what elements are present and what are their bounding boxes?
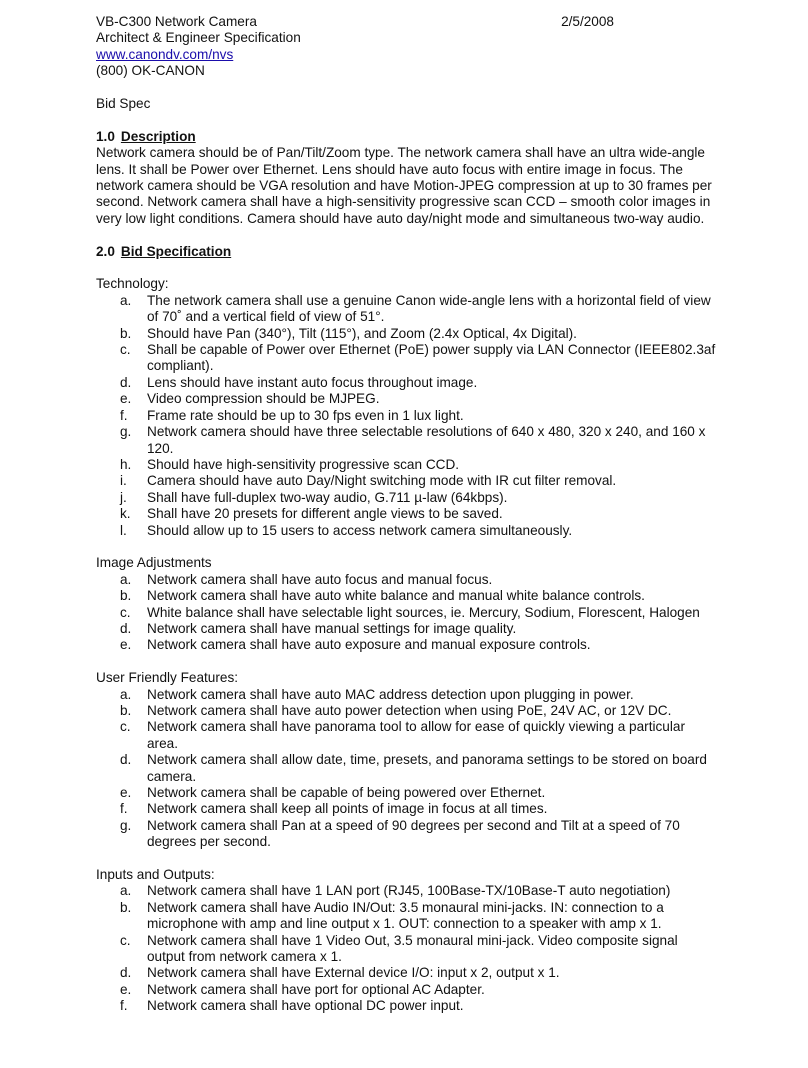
item-letter: g. — [120, 817, 132, 833]
list-item — [96, 933, 716, 966]
item-letter: j. — [120, 489, 127, 505]
section-number: 2.0 — [96, 243, 115, 259]
item-text: Network camera shall keep all points of image in focus at all times. — [147, 801, 548, 817]
item-text: Network camera shall have panorama tool to allow for ease of quickly viewing a particular area. — [147, 719, 685, 751]
list-item — [96, 998, 716, 1014]
item-letter: i. — [120, 473, 127, 489]
list-item — [96, 801, 716, 817]
group-label: Technology: — [96, 276, 169, 292]
list-item — [96, 703, 716, 719]
item-text: Should allow up to 15 users to access network camera simultaneously. — [147, 522, 573, 538]
item-letter: f. — [120, 801, 128, 817]
item-letter: c. — [120, 719, 131, 735]
section-heading-description — [96, 129, 716, 145]
item-text: Network camera shall have auto exposure and manual exposure controls. — [147, 637, 591, 653]
list-item — [96, 572, 716, 588]
item-text: Network camera shall have 1 LAN port (RJ45, 100Base-TX/10Base-T auto negotiation) — [147, 883, 671, 899]
item-text: Network camera shall have auto white balance and manual white balance controls. — [147, 588, 645, 604]
list-item — [96, 965, 716, 981]
item-letter: g. — [120, 424, 132, 440]
section-title: Bid Specification — [120, 243, 232, 259]
list-item — [96, 588, 716, 604]
item-text: Shall have 20 presets for different angle views to be saved. — [147, 506, 503, 522]
item-letter: d. — [120, 620, 132, 636]
document-subtitle: Architect & Engineer Specification — [96, 30, 301, 46]
item-letter: d. — [120, 752, 132, 768]
item-letter: a. — [120, 883, 132, 899]
item-letter: e. — [120, 981, 132, 997]
section-heading-bid-specification — [96, 244, 716, 260]
list-item — [96, 719, 716, 752]
item-text: Network camera shall Pan at a speed of 90 degrees per second and Tilt at a speed of 70 degrees per second. — [147, 817, 680, 850]
list-item — [96, 982, 716, 998]
spec-list — [96, 293, 716, 539]
spec-list — [96, 687, 716, 851]
list-item — [96, 424, 716, 457]
item-text: Camera should have auto Day/Night switching mode with IR cut filter removal. — [147, 473, 617, 489]
list-item — [96, 473, 716, 489]
item-text: Lens should have instant auto focus throughout image. — [147, 374, 478, 390]
spec-list — [96, 572, 716, 654]
item-text: Network camera shall allow date, time, presets, and panorama settings to be stored on board camera. — [147, 752, 707, 784]
list-item — [96, 785, 716, 801]
list-item — [96, 375, 716, 391]
list-item — [96, 293, 716, 326]
list-item — [96, 342, 716, 375]
item-letter: k. — [120, 506, 131, 522]
group-label: User Friendly Features: — [96, 670, 239, 686]
item-text: Video compression should be MJPEG. — [147, 391, 380, 407]
list-item — [96, 506, 716, 522]
item-text: White balance shall have selectable light sources, ie. Mercury, Sodium, Florescent, Halogen — [147, 604, 700, 620]
header-row — [96, 14, 614, 30]
list-item — [96, 900, 716, 933]
list-item — [96, 752, 716, 785]
list-item — [96, 457, 716, 473]
list-item — [96, 818, 716, 851]
group-label: Image Adjustments — [96, 555, 212, 571]
list-item — [96, 391, 716, 407]
list-item — [96, 621, 716, 637]
list-item — [96, 883, 716, 899]
list-item — [96, 605, 716, 621]
list-item — [96, 490, 716, 506]
item-text: Network camera shall have port for optional AC Adapter. — [147, 981, 485, 997]
item-letter: e. — [120, 785, 132, 800]
list-item — [96, 408, 716, 424]
spec-groups — [96, 276, 716, 1014]
phone-number: (800) OK-CANON — [96, 63, 205, 79]
item-letter: e. — [120, 391, 132, 407]
item-text: Network camera should have three selectable resolutions of 640 x 480, 320 x 240, and 160 x 120. — [147, 424, 706, 456]
item-text: Network camera shall have optional DC power input. — [147, 998, 464, 1014]
list-item — [96, 687, 716, 703]
item-text: Network camera shall have manual settings for image quality. — [147, 620, 517, 636]
item-letter: d. — [120, 374, 132, 390]
item-letter: b. — [120, 325, 132, 341]
list-item — [96, 637, 716, 653]
item-text: Network camera shall have External device I/O: input x 2, output x 1. — [147, 965, 560, 981]
item-letter: f. — [120, 998, 128, 1014]
group-label: Inputs and Outputs: — [96, 867, 215, 883]
item-letter: c. — [120, 932, 131, 948]
list-item — [96, 523, 716, 539]
item-text: Shall be capable of Power over Ethernet (PoE) power supply via LAN Connector (IEEE802.3af compliant). — [147, 342, 716, 374]
item-text: Network camera shall have auto MAC address detection upon plugging in power. — [147, 686, 634, 702]
description-paragraph: Network camera should be of Pan/Tilt/Zoom type. The network camera shall have an ultra wide-angle lens. It shall be Power over Ethernet. Lens should have auto focus with entire image in focus. The network camera should be VGA resolution and have Motion-JPEG compression at up to 30 frames per second. Network camera shall have a high-sensitivity progressive scan CCD – smooth color images in very low light conditions. Camera should have auto day/night mode and simultaneous two-way audio. — [96, 145, 712, 226]
bid-spec-label: Bid Spec — [96, 96, 151, 112]
item-letter: f. — [120, 407, 128, 423]
item-text: Frame rate should be up to 30 fps even in 1 lux light. — [147, 407, 464, 423]
document-page — [96, 14, 716, 1015]
item-text: Network camera shall have auto power detection when using PoE, 24V AC, or 12V DC. — [147, 702, 672, 718]
item-text: Network camera shall have 1 Video Out, 3.5 monaural mini-jack. Video composite signal output from network camera x 1. — [147, 932, 678, 965]
website-link[interactable]: www.canondv.com/nvs — [96, 46, 234, 62]
item-letter: c. — [120, 342, 131, 358]
list-item — [96, 326, 716, 342]
item-letter: a. — [120, 571, 132, 587]
item-text: Network camera shall have auto focus and manual focus. — [147, 571, 493, 587]
item-letter: a. — [120, 292, 132, 308]
spec-list — [96, 883, 716, 1014]
item-letter: b. — [120, 588, 132, 604]
item-letter: a. — [120, 686, 132, 702]
item-letter: h. — [120, 456, 132, 472]
item-letter: l. — [120, 522, 127, 538]
item-letter: b. — [120, 899, 132, 915]
item-text: Should have high-sensitivity progressive scan CCD. — [147, 456, 460, 472]
item-text: Shall have full-duplex two-way audio, G.711 µ-law (64kbps). — [147, 489, 508, 505]
item-letter: c. — [120, 604, 131, 620]
item-text: The network camera shall use a genuine Canon wide-angle lens with a horizontal field of view of 70˚ and a vertical field of view of 51°. — [147, 292, 711, 325]
section-number: 1.0 — [96, 128, 115, 144]
item-letter: b. — [120, 702, 132, 718]
item-letter: e. — [120, 637, 132, 653]
product-title: VB-C300 Network Camera — [96, 14, 257, 29]
section-title: Description — [120, 128, 196, 144]
item-text: Network camera shall have Audio IN/Out: 3.5 monaural mini-jacks. IN: connection to a microphone with amp and line output x 1. OUT: connection to a speaker with amp x 1. — [147, 899, 664, 932]
item-letter: d. — [120, 965, 132, 981]
item-text: Should have Pan (340°), Tilt (115°), and Zoom (2.4x Optical, 4x Digital). — [147, 325, 577, 341]
item-text: Network camera shall be capable of being powered over Ethernet. — [147, 785, 546, 800]
document-date: 2/5/2008 — [561, 14, 614, 29]
